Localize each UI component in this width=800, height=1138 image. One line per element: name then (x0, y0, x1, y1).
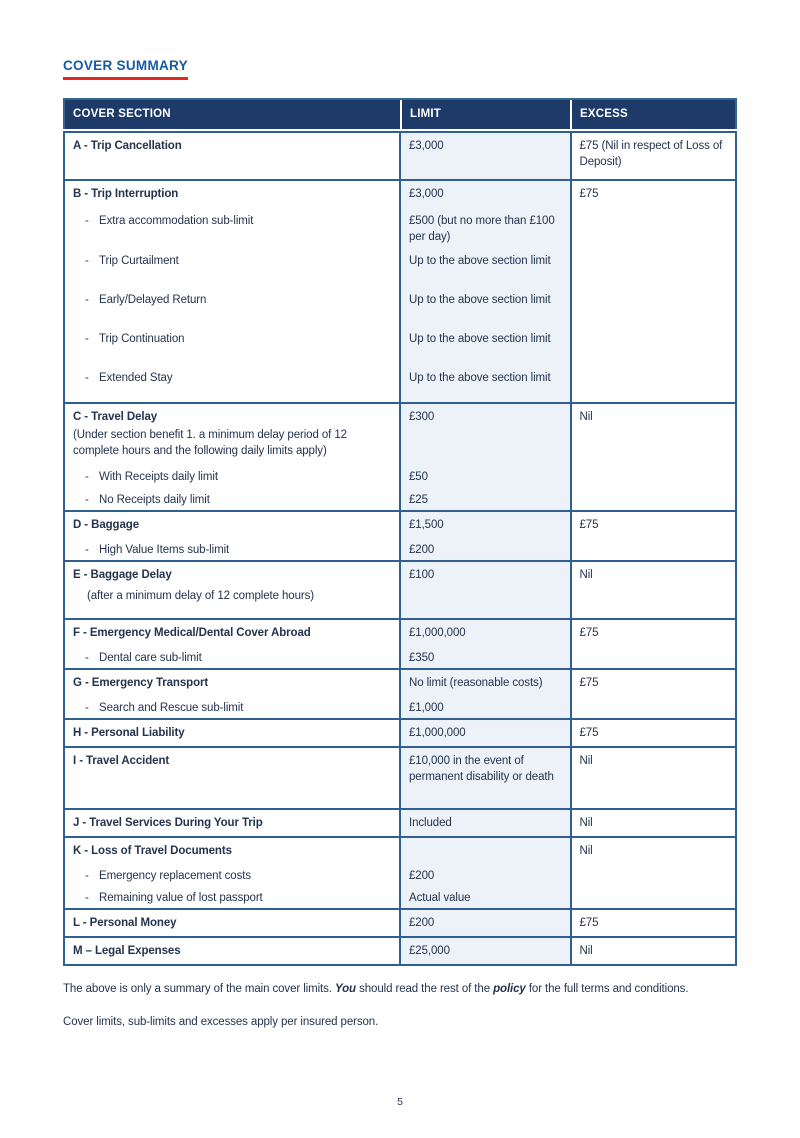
cover-section-cell (64, 696, 400, 719)
limit-cell: £1,000,000 (400, 619, 571, 646)
table-row-k (64, 837, 736, 864)
sub-item-text: Trip Curtailment (99, 255, 179, 267)
table-row-f (64, 619, 736, 646)
cover-section-cell (64, 619, 400, 646)
cover-section-cell (64, 247, 400, 286)
section-name: K - Loss of Travel Documents (73, 845, 232, 857)
excess-cell: Nil (571, 837, 737, 909)
excess-cell: £75 (571, 180, 737, 403)
sub-item-text: High Value Items sub-limit (99, 544, 230, 556)
section-note: (Under section benefit 1. a minimum delay period of 12 complete hours and the following daily limits apply) (73, 429, 347, 457)
section-name: E - Baggage Delay (73, 569, 172, 581)
sub-item-text: Dental care sub-limit (99, 652, 202, 664)
excess-cell: £75 (571, 511, 737, 561)
sub-item-label (73, 492, 391, 508)
sub-item-text: Early/Delayed Return (99, 294, 207, 306)
cover-section-cell (64, 837, 400, 864)
dash-marker: - (85, 892, 89, 904)
footer-emphasis-you: You (334, 983, 356, 995)
section-name: D - Baggage (73, 519, 139, 531)
footer-paragraph-summary (63, 981, 737, 997)
sub-item-text: Trip Continuation (99, 333, 185, 345)
limit-cell: £25 (400, 488, 571, 511)
dash-marker: - (85, 372, 89, 384)
limit-cell: Up to the above section limit (400, 286, 571, 325)
table-row-g (64, 669, 736, 696)
table-row-j (64, 809, 736, 837)
table-row-i (64, 747, 736, 809)
footer-text: The above is only a summary of the main cover limits. (63, 983, 335, 995)
limit-cell: £50 (400, 465, 571, 488)
table-row-b (64, 180, 736, 207)
limit-cell: £1,000 (400, 696, 571, 719)
section-name: G - Emergency Transport (73, 677, 209, 689)
limit-cell: £25,000 (400, 937, 571, 965)
sub-item-label (73, 542, 391, 558)
excess-cell: Nil (571, 403, 737, 511)
excess-cell: £75 (571, 719, 737, 747)
section-name: I - Travel Accident (73, 755, 170, 767)
excess-cell: £75 (571, 619, 737, 669)
table-row-a (64, 132, 736, 180)
limit-cell: £200 (400, 909, 571, 937)
sub-item-label (73, 868, 391, 884)
excess-cell: Nil (571, 809, 737, 837)
limit-cell: £10,000 in the event of permanent disability or death (400, 747, 571, 809)
cover-section-cell (64, 364, 400, 403)
sub-item-label (73, 700, 391, 716)
excess-cell: Nil (571, 561, 737, 619)
sub-item-label (73, 292, 391, 308)
limit-cell: Up to the above section limit (400, 247, 571, 286)
table-row-m (64, 937, 736, 965)
cover-section-cell (64, 669, 400, 696)
limit-cell: £500 (but no more than £100 per day) (400, 207, 571, 247)
section-name: A - Trip Cancellation (73, 140, 182, 152)
cover-section-cell (64, 465, 400, 488)
limit-cell: £1,000,000 (400, 719, 571, 747)
sub-item-label (73, 650, 391, 666)
column-header-cover-section: COVER SECTION (73, 108, 171, 120)
limit-cell: No limit (reasonable costs) (400, 669, 571, 696)
cover-section-cell (64, 864, 400, 886)
limit-cell: £350 (400, 646, 571, 669)
dash-marker: - (85, 333, 89, 345)
excess-cell: Nil (571, 937, 737, 965)
table-row-c (64, 403, 736, 465)
section-name: M – Legal Expenses (73, 945, 181, 957)
footer-text: should read the rest of the (355, 983, 494, 995)
cover-section-cell (64, 719, 400, 747)
sub-item-label (73, 331, 391, 347)
dash-marker: - (85, 870, 89, 882)
sub-item-text: With Receipts daily limit (99, 471, 218, 483)
limit-cell: £3,000 (400, 132, 571, 180)
sub-item-text: Extra accommodation sub-limit (99, 215, 254, 227)
limit-cell: £1,500 (400, 511, 571, 538)
cover-section-cell (64, 403, 400, 465)
section-name: L - Personal Money (73, 917, 177, 929)
sub-item-label (73, 213, 391, 229)
limit-cell: £100 (400, 561, 571, 619)
limit-cell: Up to the above section limit (400, 364, 571, 403)
cover-section-cell (64, 207, 400, 247)
cover-section-cell (64, 488, 400, 511)
limit-cell: £3,000 (400, 180, 571, 207)
dash-marker: - (85, 544, 89, 556)
dash-marker: - (85, 255, 89, 267)
table-header-row (63, 98, 737, 129)
page-number: 5 (397, 1096, 403, 1108)
limit-cell: £200 (400, 864, 571, 886)
table-row-h (64, 719, 736, 747)
limit-cell: Up to the above section limit (400, 325, 571, 364)
limit-cell: Actual value (400, 886, 571, 909)
section-name: J - Travel Services During Your Trip (73, 817, 263, 829)
cover-section-cell (64, 747, 400, 809)
table-row-l (64, 909, 736, 937)
footer-notes (63, 981, 737, 1030)
table-row-d (64, 511, 736, 538)
sub-item-text: Extended Stay (99, 372, 173, 384)
section-note: (after a minimum delay of 12 complete hours) (87, 590, 314, 602)
limit-cell: £300 (400, 403, 571, 465)
cover-section-cell (64, 511, 400, 538)
cover-section-cell (64, 909, 400, 937)
page-title: COVER SUMMARY (63, 58, 188, 80)
column-header-excess: EXCESS (570, 100, 735, 129)
sub-item-label (73, 890, 391, 906)
section-name: B - Trip Interruption (73, 188, 179, 200)
cover-section-cell (64, 561, 400, 619)
cover-section-cell (64, 886, 400, 909)
limit-cell: Included (400, 809, 571, 837)
limit-cell (400, 837, 571, 864)
dash-marker: - (85, 215, 89, 227)
sub-item-text: Remaining value of lost passport (99, 892, 263, 904)
cover-summary-table (63, 131, 737, 966)
sub-item-text: Emergency replacement costs (99, 870, 251, 882)
sub-item-label (73, 253, 391, 269)
dash-marker: - (85, 652, 89, 664)
sub-item-text: Search and Rescue sub-limit (99, 702, 244, 714)
sub-item-text: No Receipts daily limit (99, 494, 210, 506)
excess-cell: £75 (Nil in respect of Loss of Deposit) (571, 132, 737, 180)
footer-paragraph-per-person: Cover limits, sub-limits and excesses apply per insured person. (63, 1016, 379, 1028)
cover-section-cell (64, 809, 400, 837)
cover-section-cell (64, 538, 400, 561)
limit-cell: £200 (400, 538, 571, 561)
dash-marker: - (85, 471, 89, 483)
sub-item-label (73, 370, 391, 386)
cover-section-cell (64, 646, 400, 669)
column-header-limit: LIMIT (400, 100, 570, 129)
excess-cell: £75 (571, 909, 737, 937)
section-name: H - Personal Liability (73, 727, 185, 739)
table-row-e (64, 561, 736, 619)
excess-cell: £75 (571, 669, 737, 719)
section-name: F - Emergency Medical/Dental Cover Abroad (73, 627, 311, 639)
dash-marker: - (85, 494, 89, 506)
footer-text: for the full terms and conditions. (525, 983, 689, 995)
footer-emphasis-policy: policy (493, 983, 526, 995)
cover-section-cell (64, 132, 400, 180)
cover-section-cell (64, 180, 400, 207)
section-name: C - Travel Delay (73, 411, 158, 423)
sub-item-label (73, 469, 391, 485)
dash-marker: - (85, 294, 89, 306)
cover-section-cell (64, 937, 400, 965)
excess-cell: Nil (571, 747, 737, 809)
cover-section-cell (64, 286, 400, 325)
cover-section-cell (64, 325, 400, 364)
dash-marker: - (85, 702, 89, 714)
